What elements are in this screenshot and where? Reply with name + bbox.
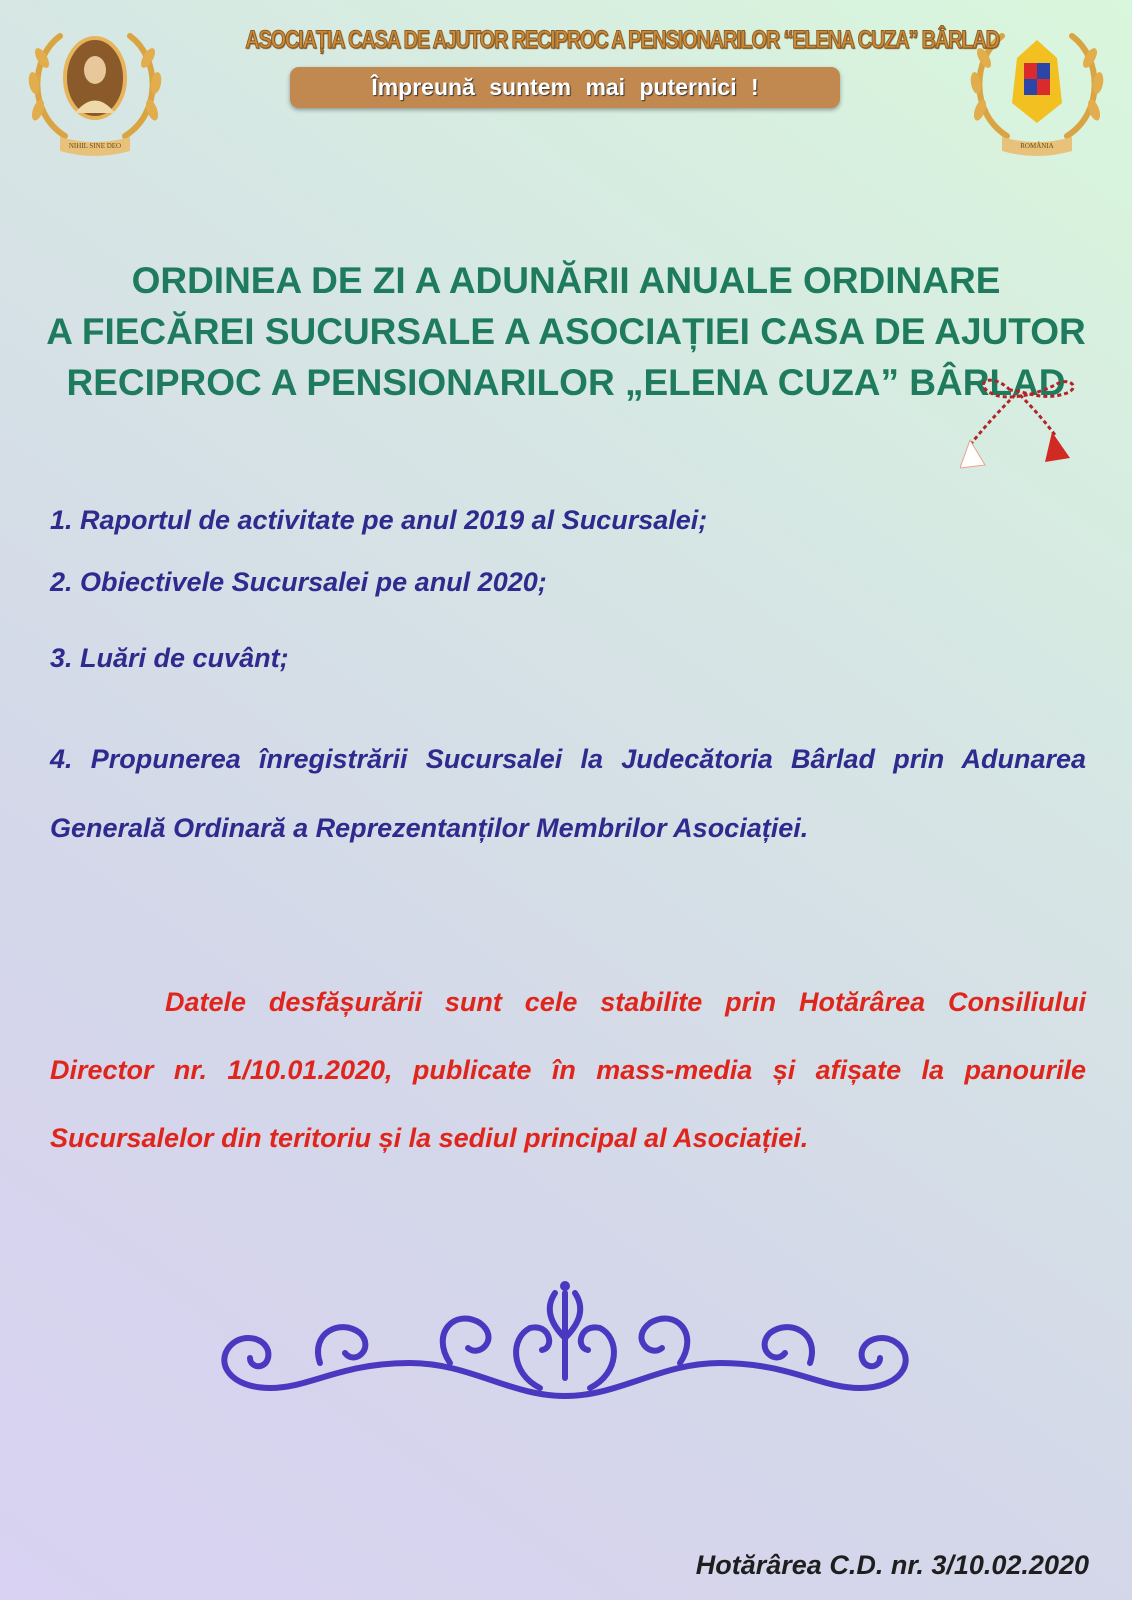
right-seal-ribbon-text: ROMÂNIA: [1020, 142, 1054, 150]
agenda-item: 3. Luări de cuvânt;: [50, 643, 289, 673]
motto-banner: Împreună suntem mai puternici !: [290, 67, 840, 108]
decision-reference-footer: Hotărârea C.D. nr. 3/10.02.2020: [695, 1550, 1089, 1580]
ornamental-flourish-divider: [210, 1278, 920, 1403]
martisor-decoration: [960, 370, 1100, 470]
elena-cuza-seal-logo: [20, 18, 170, 158]
title-line: A FIECĂREI SUCURSALE A ASOCIAȚIEI CASA DE AJUTOR: [46, 311, 1086, 352]
agenda-item: 2. Obiectivele Sucursalei pe anul 2020;: [50, 567, 547, 597]
left-seal-ribbon-text: NIHIL SINE DEO: [68, 142, 122, 150]
schedule-note: Datele desfășurării sunt cele stabilite prin Hotărârea Consiliului Director nr. 1/10.01.2020, publicate în mass-media și afișate la panourile Sucursalelor din teritoriu și la sediul principal al Asociației.: [50, 987, 1086, 1153]
title-line: RECIPROC A PENSIONARILOR „ELENA CUZA” BÂRLAD: [66, 362, 1066, 403]
agenda-item: 4. Propunerea înregistrării Sucursalei la Judecătoria Bârlad prin Adunarea Generală Ordinară a Reprezentanților Membrilor Asociației.: [50, 744, 1086, 843]
organization-name-header: ASOCIAȚIA CASA DE AJUTOR RECIPROC A PENSIONARILOR “ELENA CUZA” BÂRLAD: [245, 26, 999, 54]
title-line: ORDINEA DE ZI A ADUNĂRII ANUALE ORDINARE: [131, 260, 1001, 301]
agenda-item: 1. Raportul de activitate pe anul 2019 al Sucursalei;: [50, 505, 708, 535]
